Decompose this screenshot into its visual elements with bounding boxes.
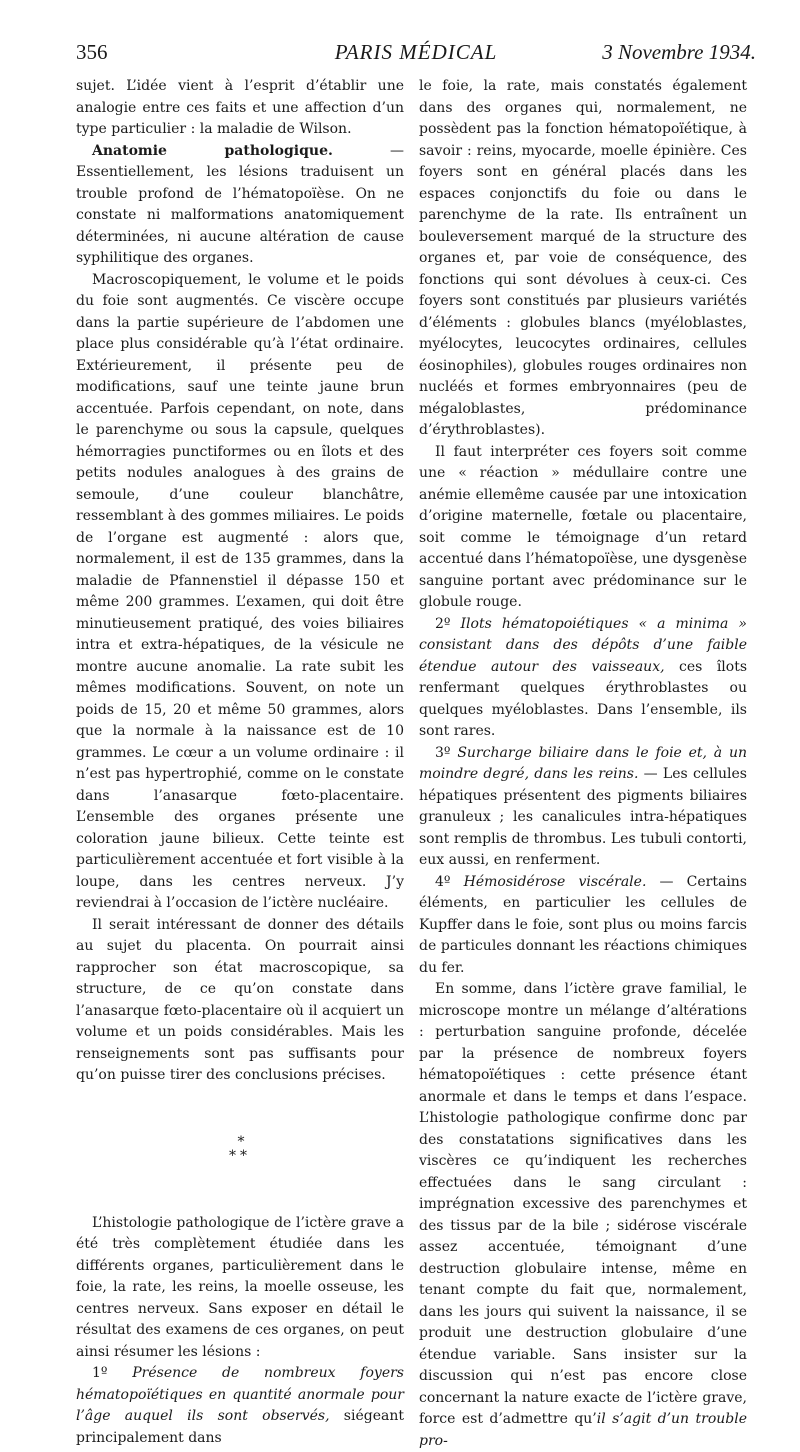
item-italic: Surcharge biliaire dans le foie et, à un moindre degré, dans les reins. (419, 744, 747, 782)
asterism-separator (76, 1135, 404, 1163)
paragraph: Il serait intéressant de donner des détails au sujet du placenta. On pourrait ainsi rapprocher son état macroscopique, sa structure, de ce qu’on constate dans l’anasarque fœto-placentaire où il acquiert un volume et un poids considérables. Mais les renseignements sont pas suffisants pour qu’on puisse tirer des conclusions précises. (76, 916, 404, 1083)
left-column (76, 76, 404, 1449)
paragraph: sujet. L’idée vient à l’esprit d’établir une analogie entre ces faits et une affection d’un type particulier : la maladie de Wilson. (76, 78, 404, 137)
summary-paragraph (419, 979, 747, 1452)
item-italic: Présence de nombreux foyers hématopoïétiques en quantité anormale pour l’âge auquel ils sont observés, (76, 1365, 404, 1424)
paragraph-text: En somme, dans l’ictère grave familial, le microscope montre un mélange d’altérations : perturbation sanguine profonde, décelée par la présence de nombreux foyers hématopoïétiques : cette présence étant anormale et dans le temps et dans l’espace. L’histologie pathologique confirme donc par des constatations significatives dans les viscères ce qu’indiquent les recherches effectuées dans le sang circulant : imprégnation excessive des parenchymes et des tissus par de la bile ; sidérose viscérale assez accentuée, témoignant d’une destruction globulaire intense, même en tenant compte du fait que, normalement, dans les jours qui suivent la naissance, il se produit une destruction globulaire d’une étendue variable. Sans insister sur la discussion qui n’est pas encore close concernant la nature exacte de l’ictère grave, force est d’admettre qu’ (419, 981, 747, 1427)
list-item (419, 743, 747, 872)
item-number: 3º (435, 744, 458, 761)
section-heading: Anatomie pathologique. (92, 142, 333, 159)
paragraph: L’histologie pathologique de l’ictère grave a été très complètement étudiée dans les différents organes, particulièrement dans le foie, la rate, les reins, la moelle osseuse, les centres nerveux. Sans exposer en détail le résultat des examens de ces organes, on peut ainsi résumer les lésions : (76, 1214, 404, 1360)
item-number: 1º (92, 1365, 133, 1381)
paragraph-italic-end: il s’agit d’un trouble pro- (419, 1411, 747, 1449)
item-text: siégeant principalement dans (76, 1408, 404, 1446)
item-number: 4º (435, 873, 464, 890)
issue-date: 3 Novembre 1934. (602, 40, 756, 64)
asterism-bottom: ** (229, 1147, 251, 1164)
paragraph: Macroscopiquement, le volume et le poids du foie sont augmentés. Ce viscère occupe dans la partie supérieure de l’abdomen une place plus considérable qu’à l’état ordinaire. Extérieurement, il présente peu de modifications, sauf une teinte jaune brun accentuée. Parfois cependant, on note, dans le parenchyme ou sous la capsule, quelques hémorragies punctiformes ou en îlots et des petits nodules analogues à des grains de semoule, d’une couleur blanchâtre, ressemblant à des gommes miliaires. Le poids de l’organe est augmenté : alors que, normalement, il est de 135 grammes, dans la maladie de Pfannenstiel il dépasse 150 et même 200 grammes. L’examen, qui doit être minutieusement pratiqué, des voies biliaires intra et extra-hépatiques, de la vésicule ne montre aucune anomalie. La rate subit les mêmes modifications. Souvent, on note un poids de 15, 20 et même 50 grammes, alors que la normale à la naissance est de 10 grammes. Le cœur a un volume ordinaire : il n’est pas hypertrophié, comme on le constate dans l’anasarque fœto-placentaire. L’ensemble des organes présente une coloration jaune bilieux. Cette teinte est particulièrement accentuée et fort visible à la loupe, dans les centres nerveux. J’y reviendrai à l’occasion de l’ictère nucléaire. (76, 271, 404, 911)
item-text: — Certains éléments, en particulier les cellules de Kupffer dans le foie, sont plus ou moins farcis de particules donnant les réactions chimiques du fer. (419, 873, 747, 976)
item-text: — Les cellules hépatiques présentent des pigments biliaires granuleux ; les canalicules intra-hépatiques sont remplis de thrombus. Les tubuli contorti, eux aussi, en renferment. (419, 766, 747, 868)
item-italic: Hémosidérose viscérale. (463, 873, 647, 890)
right-column (419, 76, 747, 1452)
list-item (76, 1363, 404, 1449)
list-item (419, 614, 747, 743)
running-header (76, 40, 756, 70)
item-number: 2º (435, 615, 461, 632)
paragraph: Il faut interpréter ces foyers soit comme une « réaction » médullaire contre une anémie ellemême causée par une intoxication d’origine maternelle, fœtale ou placentaire, soit comme le témoignage d’un retard accentué dans l’hématopoïèse, une dysgenèse sanguine portant avec prédominance sur le globule rouge. (419, 443, 747, 610)
anatomy-paragraph (76, 141, 404, 270)
paragraph: le foie, la rate, mais constatés également dans des organes qui, normalement, ne possèdent pas la fonction hématopoïétique, à savoir : reins, myocarde, moelle épinière. Ces foyers sont en général placés dans les espaces conjonctifs du foie ou dans le parenchyme de la rate. Ils entraînent un bouleversement marqué de la structure des organes et, par voie de conséquence, des fonctions qui sont dévolues à ceux-ci. Ces foyers sont constitués par plusieurs variétés d’éléments : globules blancs (myéloblastes, myélocytes, leucocytes ordinaires, cellules éosinophiles), globules rouges ordinaires non nucléés et formes embryonnaires (peu de mégaloblastes, prédominance d’érythroblastes). (419, 78, 747, 438)
journal-title: PARIS MÉDICAL (334, 40, 498, 64)
item-text: ces îlots renfermant quelques érythroblastes ou quelques myéloblastes. Dans l’ensemble, ils sont rares. (419, 658, 748, 739)
item-italic: Ilots hématopoiétiques « a minima » consistant dans des dépôts d’une faible étendue autour des vaisseaux, (419, 615, 747, 675)
page-number: 356 (76, 40, 108, 64)
paragraph-text: — Essentiellement, les lésions traduisent un trouble profond de l’hématopoïèse. On ne constate ni malformations anatomiquement déterminées, ni aucune altération de cause syphilitique des organes. (76, 142, 405, 266)
list-item (419, 872, 747, 980)
asterism-top: * (237, 1133, 245, 1150)
